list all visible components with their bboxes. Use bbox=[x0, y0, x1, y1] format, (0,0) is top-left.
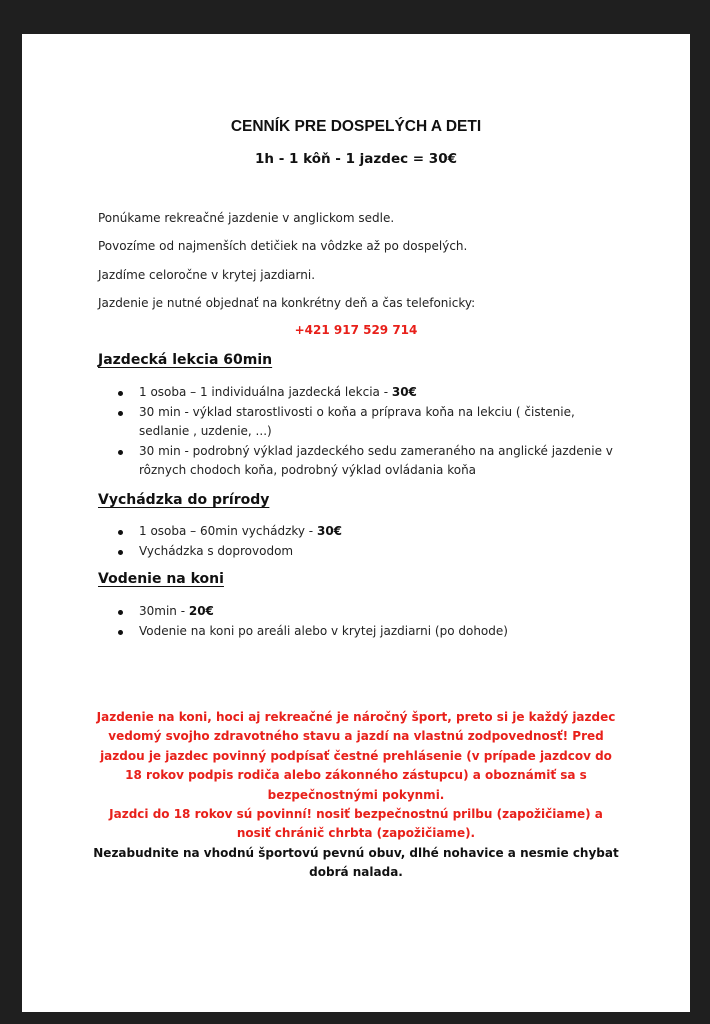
section-heading-leading: Vodenie na koni bbox=[98, 571, 224, 587]
safety-notice bbox=[92, 708, 620, 883]
list-item: 30 min - podrobný výklad jazdeckého sedu zameraného na anglické jazdenie v rôznych chodoch koňa, podrobný výklad ovládania koňa bbox=[98, 442, 618, 481]
reminder-text: Nezabudnite na vhodnú športovú pevnú obuv, dlhé nohavice a nesmie chybat dobrá nalada. bbox=[93, 845, 619, 880]
phone-number[interactable]: +421 917 529 714 bbox=[294, 323, 418, 337]
warning-text: Jazdenie na koni, hoci aj rekreačné je náročný šport, preto si je každý jazdec vedomý svojho zdravotného stavu a jazdí na vlastnú zodpovednosť! Pred jazdou je jazdec povinný podpísať čestné prehlásenie (v prípade jazdcov do 18 rokov podpis rodiča alebo zákonného zástupcu) a oboznámiť sa s bezpečnostnými pokynmi. bbox=[96, 710, 616, 802]
list-item: 1 osoba – 60min vychádzky - 30€ bbox=[98, 522, 618, 542]
section-heading-trail-ride: Vychádzka do prírody bbox=[98, 492, 270, 508]
price-list-page bbox=[22, 34, 690, 1012]
list-item: 30 min - výklad starostlivosti o koňa a príprava koňa na lekciu ( čistenie, sedlanie , uzdenie, ...) bbox=[98, 403, 618, 442]
price: 20€ bbox=[188, 604, 214, 618]
lesson-list bbox=[98, 383, 618, 481]
leading-list bbox=[98, 602, 618, 641]
section-heading-lesson: Jazdecká lekcia 60min bbox=[98, 352, 273, 368]
intro-line: Povozíme od najmenších detičiek na vôdzke až po dospelých. bbox=[98, 239, 468, 253]
list-item: 30min - 20€ bbox=[98, 602, 618, 622]
trail-ride-list bbox=[98, 522, 618, 561]
price: 30€ bbox=[391, 385, 417, 399]
intro-line: Jazdenie je nutné objednať na konkrétny deň a čas telefonicky: bbox=[98, 296, 476, 310]
intro-line: Ponúkame rekreačné jazdenie v anglickom sedle. bbox=[98, 211, 395, 225]
price: 30€ bbox=[316, 524, 343, 538]
list-item: Vodenie na koni po areáli alebo v krytej jazdiarni (po dohode) bbox=[98, 622, 618, 642]
list-item: Vychádzka s doprovodom bbox=[98, 542, 618, 562]
intro-line: Jazdíme celoročne v krytej jazdiarni. bbox=[98, 268, 316, 282]
helmet-requirement: Jazdci do 18 rokov sú povinní! nosiť bezpečnostnú prilbu (zapožičiame) a nosiť chránič chrbta (zapožičiame). bbox=[109, 807, 603, 841]
list-item: 1 osoba – 1 individuálna jazdecká lekcia - 30€ bbox=[98, 383, 618, 403]
page-subtitle: 1h - 1 kôň - 1 jazdec = 30€ bbox=[254, 151, 457, 167]
page-title: CENNÍK PRE DOSPELÝCH A DETI bbox=[230, 118, 482, 135]
